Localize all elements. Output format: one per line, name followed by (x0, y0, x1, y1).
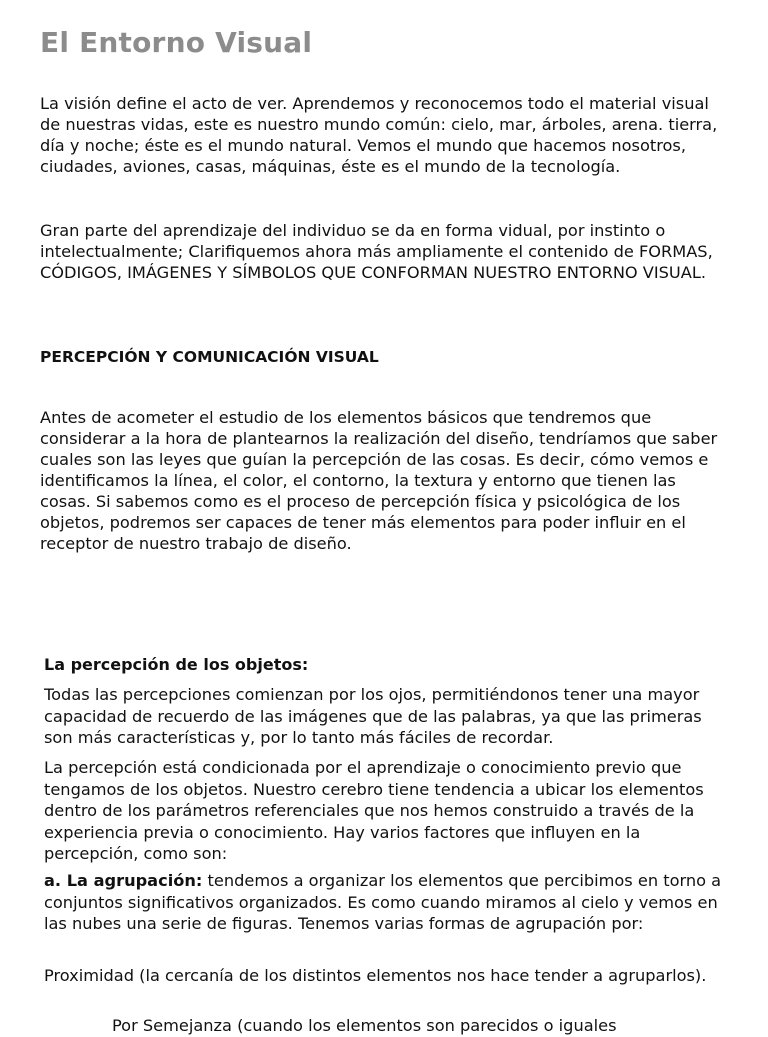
section2-paragraph-proximity: Proximidad (la cercanía de los distintos elementos nos hace tender a agruparlos). (44, 966, 707, 985)
section2-paragraph-2: La percepción está condicionada por el aprendizaje o conocimiento previo que tengamos de los objetos. Nuestro cerebro tiene tendencia a ubicar los elementos dentro de los parámetros referenciales que nos hemos construido a través de la experiencia previa o conocimiento. Hay varios factores que influyen en la percepción, como son: (44, 758, 704, 863)
section2-paragraph-grouping (44, 870, 734, 935)
section-heading-perception: PERCEPCIÓN Y COMUNICACIÓN VISUAL (40, 348, 379, 366)
section2-paragraph-similarity: Por Semejanza (cuando los elementos son parecidos o iguales (112, 1016, 617, 1035)
grouping-text: tendemos a organizar los elementos que percibimos en torno a conjuntos significativos organizados. Es como cuando miramos al cielo y vemos en las nubes una serie de figuras. Tenemos varias formas de agrupación por: (44, 871, 722, 933)
section2-paragraph-1: Todas las percepciones comienzan por los ojos, permitiéndonos tener una mayor capacidad de recuerdo de las imágenes que de las palabras, ya que las primeras son más características y, por lo tanto más fáciles de recordar. (44, 685, 702, 747)
page-title: El Entorno Visual (40, 26, 313, 59)
section-heading-object-perception: La percepción de los objetos: (44, 655, 309, 674)
intro-paragraph-1: La visión define el acto de ver. Aprendemos y reconocemos todo el material visual de nuestras vidas, este es nuestro mundo común: cielo, mar, árboles, arena. tierra, día y noche; éste es el mundo natural. Vemos el mundo que hacemos nosotros, ciudades, aviones, casas, máquinas, éste es el mundo de la tecnología. (40, 94, 718, 176)
grouping-lead: a. La agrupación: (44, 871, 203, 890)
intro-paragraph-2: Gran parte del aprendizaje del individuo se da en forma vidual, por instinto o intelectualmente; Clarifiquemos ahora más ampliamente el contenido de FORMAS, CÓDIGOS, IMÁGENES Y SÍMBOLOS QUE CONFORMAN NUESTRO ENTORNO VISUAL. (40, 221, 713, 282)
section1-paragraph-1: Antes de acometer el estudio de los elementos básicos que tendremos que considerar a la hora de plantearnos la realización del diseño, tendríamos que saber cuales son las leyes que guían la percepción de las cosas. Es decir, cómo vemos e identificamos la línea, el color, el contorno, la textura y entorno que tienen las cosas. Si sabemos como es el proceso de percepción física y psicológica de los objetos, podremos ser capaces de tener más elementos para poder influir en el receptor de nuestro trabajo de diseño. (40, 408, 718, 553)
